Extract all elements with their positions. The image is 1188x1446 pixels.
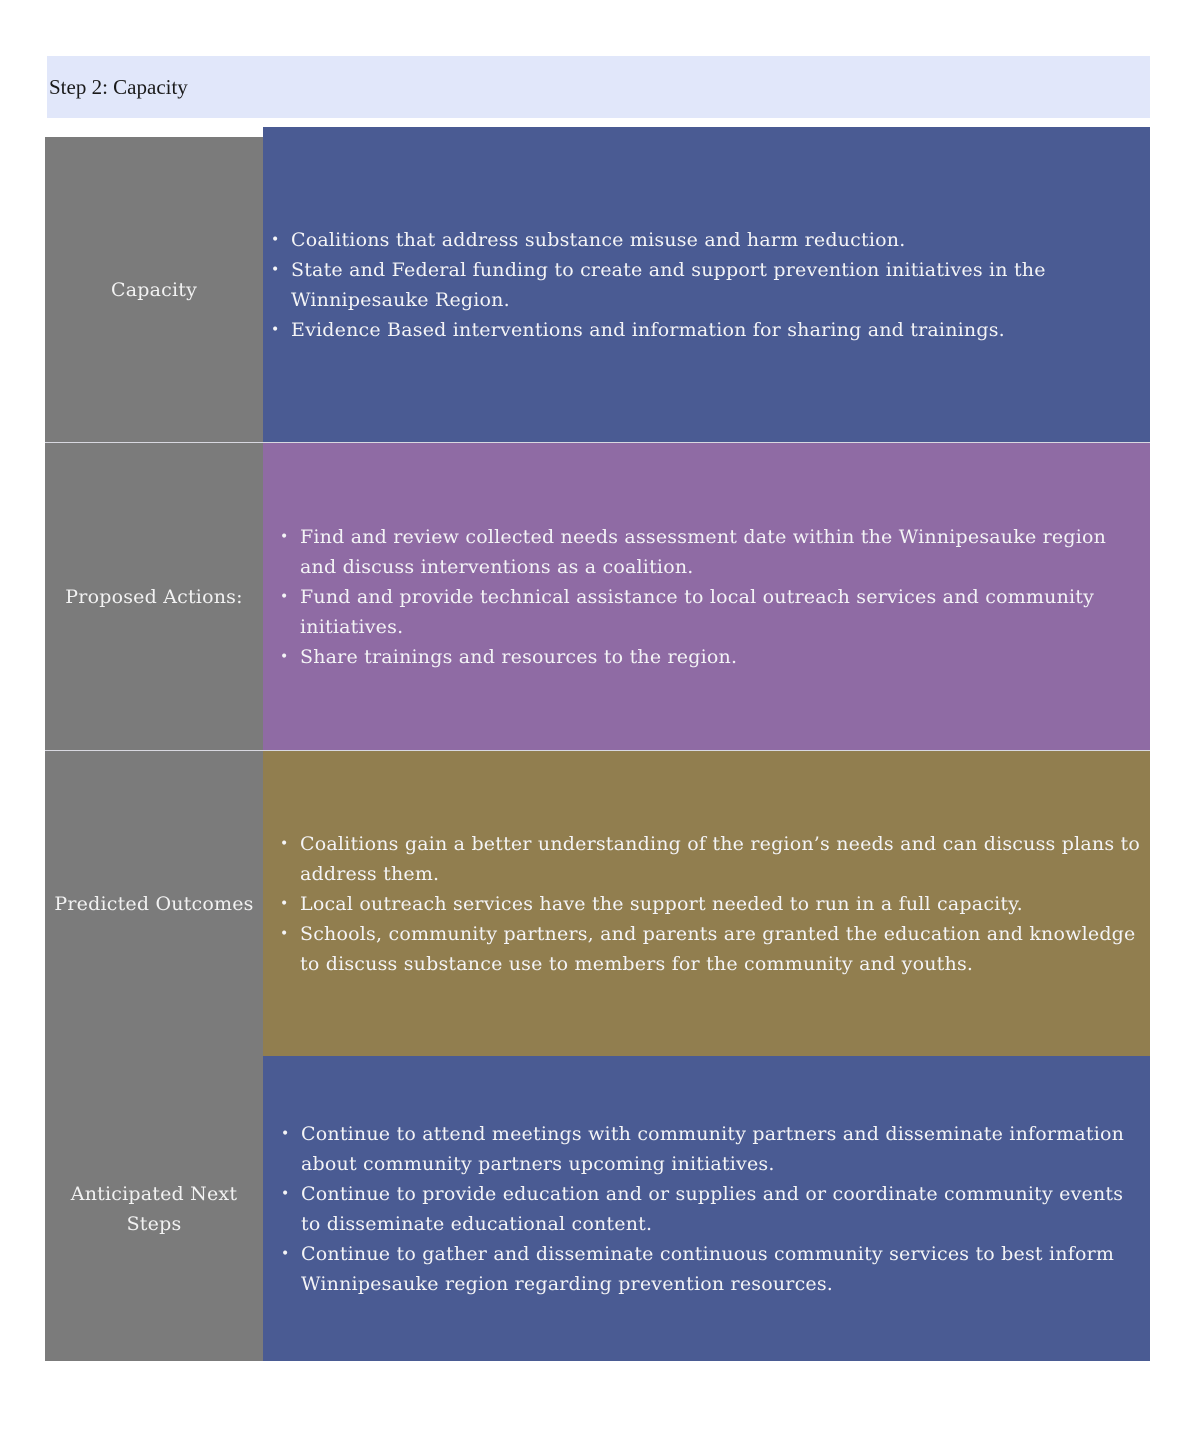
bullet-list (281, 1119, 1138, 1299)
bullet-icon: • (280, 835, 289, 852)
step-header (47, 56, 1150, 118)
bullet-icon: • (271, 231, 280, 248)
table-row-proposed-actions (45, 442, 1150, 750)
row-label-predicted-outcomes: Predicted Outcomes (45, 751, 263, 1056)
table-row-predicted-outcomes (45, 750, 1150, 1056)
bullet-icon: • (281, 1185, 290, 1202)
list-item: • Fund and provide technical assistance to local outreach services and community initiatives. (280, 582, 1142, 642)
row-label-anticipated-next-steps: Anticipated Next Steps (45, 1056, 263, 1361)
list-item: • Continue to gather and disseminate continuous community services to best inform Winnipesauke region regarding prevention resources. (281, 1239, 1138, 1299)
bullet-icon: • (280, 895, 289, 912)
table-row-capacity (45, 137, 1150, 442)
list-item: • Coalitions gain a better understanding of the region’s needs and can discuss plans to address them. (280, 829, 1142, 889)
row-content-anticipated-next-steps (263, 1056, 1150, 1361)
bullet-icon: • (280, 588, 289, 605)
step-title: Step 2: Capacity (49, 74, 188, 99)
row-label-proposed-actions: Proposed Actions: (45, 443, 263, 750)
bullet-icon: • (281, 1245, 290, 1262)
list-item: • Evidence Based interventions and information for sharing and trainings. (271, 315, 1130, 345)
row-content-predicted-outcomes (263, 751, 1150, 1056)
list-item: • Continue to provide education and or supplies and or coordinate community events to disseminate educational content. (281, 1179, 1138, 1239)
list-item: • Schools, community partners, and parents are granted the education and knowledge to discuss substance use to members for the community and youths. (280, 919, 1142, 979)
bullet-list (271, 225, 1130, 345)
bullet-list (280, 522, 1142, 672)
row-content-proposed-actions (263, 443, 1150, 750)
row-content-capacity (263, 127, 1150, 442)
table-row-anticipated-next-steps (45, 1056, 1150, 1361)
capacity-table (45, 137, 1150, 1361)
list-item: • State and Federal funding to create and support prevention initiatives in the Winnipesauke Region. (271, 255, 1130, 315)
list-item: • Coalitions that address substance misuse and harm reduction. (271, 225, 1130, 255)
list-item: • Share trainings and resources to the region. (280, 642, 1142, 672)
bullet-icon: • (280, 648, 289, 665)
list-item: • Find and review collected needs assessment date within the Winnipesauke region and discuss interventions as a coalition. (280, 522, 1142, 582)
row-label-capacity: Capacity (45, 137, 263, 442)
bullet-icon: • (271, 321, 280, 338)
bullet-icon: • (280, 925, 289, 942)
bullet-list (280, 829, 1142, 979)
bullet-icon: • (271, 261, 280, 278)
list-item: • Continue to attend meetings with community partners and disseminate information about community partners upcoming initiatives. (281, 1119, 1138, 1179)
bullet-icon: • (280, 528, 289, 545)
list-item: • Local outreach services have the support needed to run in a full capacity. (280, 889, 1142, 919)
bullet-icon: • (281, 1125, 290, 1142)
